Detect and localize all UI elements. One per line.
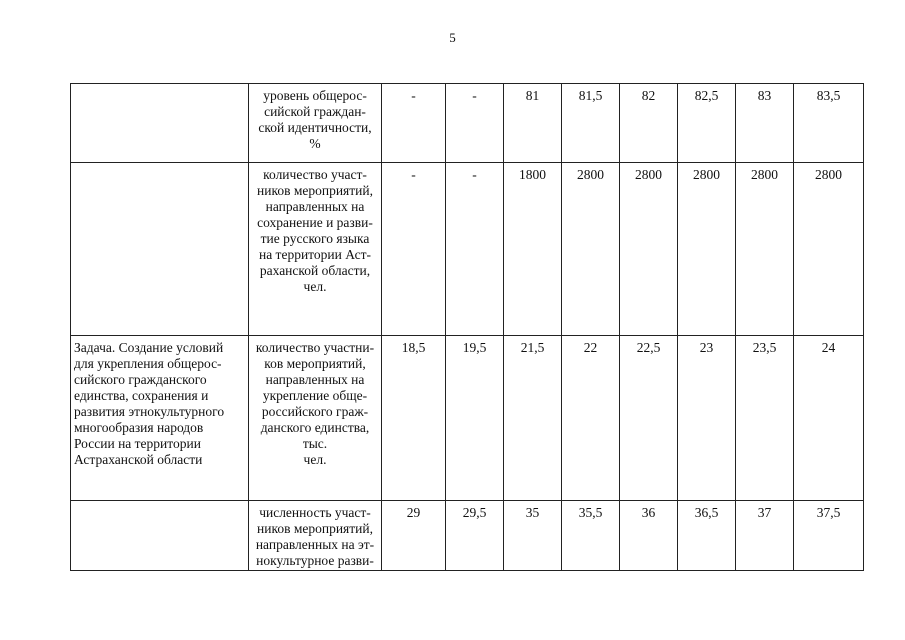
task-cell xyxy=(71,84,249,163)
value-cell: 19,5 xyxy=(446,336,504,501)
indicator-cell xyxy=(249,163,382,336)
indicator-line: направленных на xyxy=(265,199,365,214)
indicators-table xyxy=(70,83,864,571)
value-cell: - xyxy=(446,163,504,336)
value-cell: 22 xyxy=(562,336,620,501)
indicator-line: % xyxy=(309,136,321,151)
indicator-line: уровень общерос- xyxy=(263,88,367,103)
value-cell: 83,5 xyxy=(794,84,864,163)
value-cell: 2800 xyxy=(794,163,864,336)
value-cell: 2800 xyxy=(562,163,620,336)
indicator-line: направленных на эт- xyxy=(255,537,375,552)
value-cell: 23,5 xyxy=(736,336,794,501)
indicator-cell xyxy=(249,501,382,571)
table-row xyxy=(71,501,864,571)
value-cell: 22,5 xyxy=(620,336,678,501)
page-number: 5 xyxy=(449,30,456,45)
table-row xyxy=(71,84,864,163)
value-cell: 2800 xyxy=(620,163,678,336)
indicator-line: ников мероприятий, xyxy=(257,521,373,536)
indicator-line: направленных на xyxy=(265,372,365,387)
value-cell: - xyxy=(382,84,446,163)
value-cell: 2800 xyxy=(736,163,794,336)
table-row xyxy=(71,336,864,501)
value-cell: 35 xyxy=(504,501,562,571)
value-cell: 37 xyxy=(736,501,794,571)
value-cell: 36 xyxy=(620,501,678,571)
indicator-line: на территории Аст- xyxy=(258,247,372,262)
indicator-line: ков мероприятий, xyxy=(264,356,366,371)
indicator-line: тие русского языка xyxy=(260,231,370,246)
value-cell: 83 xyxy=(736,84,794,163)
task-cell xyxy=(71,163,249,336)
task-line: единства, сохранения и xyxy=(74,388,209,403)
indicator-cell xyxy=(249,84,382,163)
indicator-line: ской идентичности, xyxy=(258,120,372,135)
indicator-line: ников мероприятий, xyxy=(257,183,373,198)
value-cell: - xyxy=(446,84,504,163)
value-cell: 18,5 xyxy=(382,336,446,501)
value-cell: 2800 xyxy=(678,163,736,336)
indicator-line: данского единства, xyxy=(260,420,370,435)
task-line: для укрепления общерос- xyxy=(74,356,222,371)
task-line: России на территории xyxy=(74,436,201,451)
task-line: Астраханской области xyxy=(74,452,203,467)
value-cell: 82 xyxy=(620,84,678,163)
value-cell: 37,5 xyxy=(794,501,864,571)
indicator-line: количество участни- xyxy=(255,340,375,355)
task-line: Задача. Создание условий xyxy=(74,340,224,355)
value-cell: 23 xyxy=(678,336,736,501)
indicator-line: раханской области, xyxy=(259,263,371,278)
value-cell: 29,5 xyxy=(446,501,504,571)
value-cell: 21,5 xyxy=(504,336,562,501)
indicator-line: сохранение и разви- xyxy=(257,215,373,230)
value-cell: - xyxy=(382,163,446,336)
indicator-line: сийской граждан- xyxy=(264,104,366,119)
value-cell: 35,5 xyxy=(562,501,620,571)
value-cell: 81 xyxy=(504,84,562,163)
value-cell: 36,5 xyxy=(678,501,736,571)
indicator-line: тыс. xyxy=(302,436,328,451)
value-cell: 24 xyxy=(794,336,864,501)
indicator-cell xyxy=(249,336,382,501)
indicator-line: укрепление обще- xyxy=(262,388,368,403)
indicator-line: количество участ- xyxy=(263,167,367,182)
indicator-line: чел. xyxy=(303,452,327,467)
indicator-line: чел. xyxy=(303,279,327,294)
task-cell xyxy=(71,501,249,571)
task-line: многообразия народов xyxy=(74,420,204,435)
indicator-line: нокультурное разви- xyxy=(256,553,374,568)
value-cell: 81,5 xyxy=(562,84,620,163)
task-line: сийского гражданского xyxy=(74,372,207,387)
indicator-line: российского граж- xyxy=(261,404,369,419)
value-cell: 1800 xyxy=(504,163,562,336)
task-cell xyxy=(71,336,249,501)
task-line: развития этнокультурного xyxy=(74,404,225,419)
indicator-line: численность участ- xyxy=(259,505,371,520)
table-row xyxy=(71,163,864,336)
value-cell: 82,5 xyxy=(678,84,736,163)
value-cell: 29 xyxy=(382,501,446,571)
